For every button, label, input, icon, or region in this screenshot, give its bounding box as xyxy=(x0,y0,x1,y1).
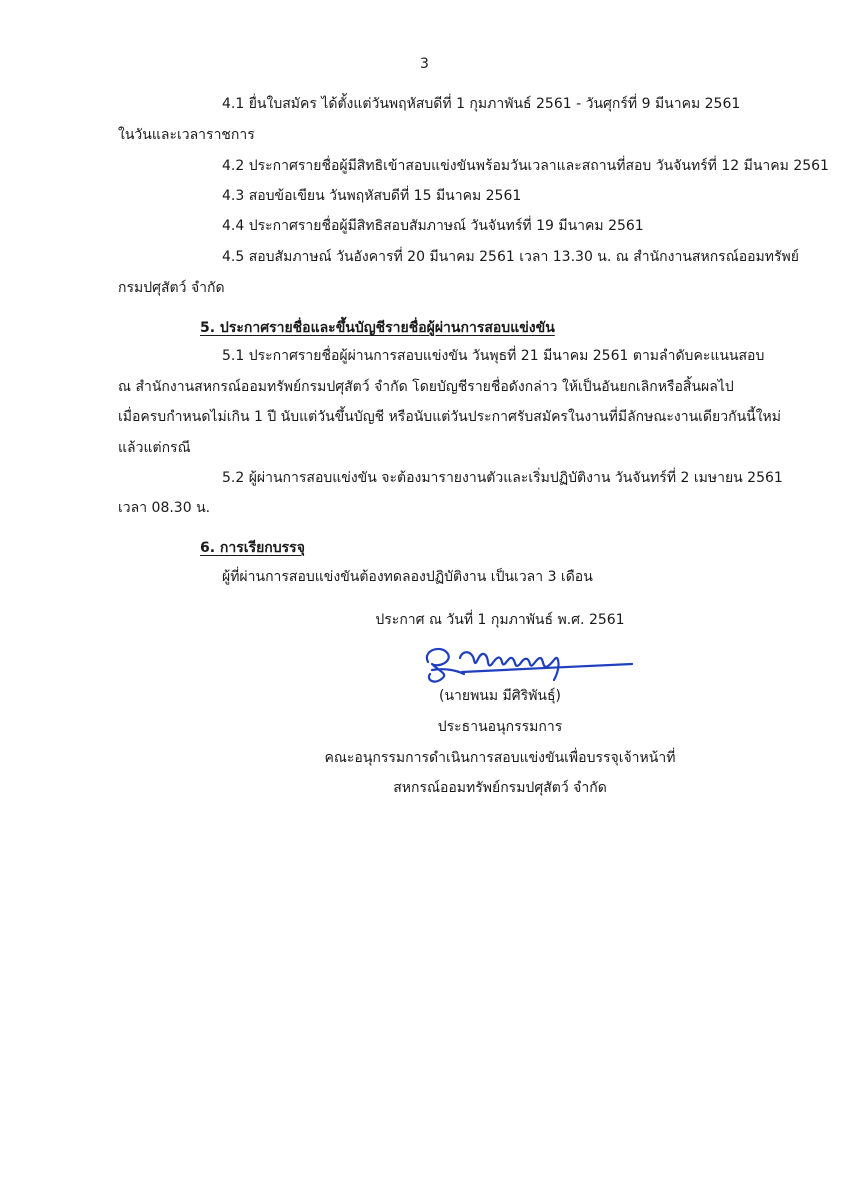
item-4-1-cont: ในวันและเวลาราชการ xyxy=(118,127,255,143)
signer-position: ประธานอนุกรรมการ xyxy=(437,719,563,735)
item-4-2: 4.2 ประกาศรายชื่อผู้มีสิทธิเข้าสอบแข่งขันพร้อมวันเวลาและสถานที่สอบ วันจันทร์ที่ 12 มีนาคม 2561 xyxy=(222,158,829,174)
section-6-text: ผู้ที่ผ่านการสอบแข่งขันต้องทดลองปฏิบัติงาน เป็นเวลา 3 เดือน xyxy=(222,569,593,585)
signer-name: (นายพนม มีศิริพันธุ์) xyxy=(438,688,561,704)
page-number: 3 xyxy=(420,56,429,72)
item-5-1-cont-1: ณ สำนักงานสหกรณ์ออมทรัพย์กรมปศุสัตว์ จำกัด โดยบัญชีรายชื่อดังกล่าว ให้เป็นอันยกเลิกหรือสิ้นผลไป xyxy=(118,379,734,395)
announce-date: ประกาศ ณ วันที่ 1 กุมภาพันธ์ พ.ศ. 2561 xyxy=(375,612,625,628)
section-6-heading: 6. การเรียกบรรจุ xyxy=(200,540,305,556)
committee-name: คณะอนุกรรมการดำเนินการสอบแข่งขันเพื่อบรรจุเจ้าหน้าที่ xyxy=(324,750,676,766)
section-5-heading: 5. ประกาศรายชื่อและขึ้นบัญชีรายชื่อผู้ผ่านการสอบแข่งขัน xyxy=(200,320,555,336)
item-5-2: 5.2 ผู้ผ่านการสอบแข่งขัน จะต้องมารายงานตัวและเริ่มปฏิบัติงาน วันจันทร์ที่ 2 เมษายน 2561 xyxy=(222,470,783,486)
item-4-3: 4.3 สอบข้อเขียน วันพฤหัสบดีที่ 15 มีนาคม 2561 xyxy=(222,188,522,204)
item-4-1: 4.1 ยื่นใบสมัคร ได้ตั้งแต่วันพฤหัสบดีที่ 1 กุมภาพันธ์ 2561 - วันศุกร์ที่ 9 มีนาคม 2561 xyxy=(222,96,741,112)
item-4-5: 4.5 สอบสัมภาษณ์ วันอังคารที่ 20 มีนาคม 2561 เวลา 13.30 น. ณ สำนักงานสหกรณ์ออมทรัพย์ xyxy=(222,249,799,265)
item-4-5-cont: กรมปศุสัตว์ จำกัด xyxy=(118,280,225,296)
item-5-1-cont-3: แล้วแต่กรณี xyxy=(118,440,191,456)
item-5-2-cont: เวลา 08.30 น. xyxy=(118,500,211,516)
item-4-4: 4.4 ประกาศรายชื่อผู้มีสิทธิสอบสัมภาษณ์ วันจันทร์ที่ 19 มีนาคม 2561 xyxy=(222,218,644,234)
organization-name: สหกรณ์ออมทรัพย์กรมปศุสัตว์ จำกัด xyxy=(393,780,607,796)
signature-image xyxy=(420,640,635,686)
item-5-1: 5.1 ประกาศรายชื่อผู้ผ่านการสอบแข่งขัน วันพุธที่ 21 มีนาคม 2561 ตามลำดับคะแนนสอบ xyxy=(222,348,765,364)
item-5-1-cont-2: เมื่อครบกำหนดไม่เกิน 1 ปี นับแต่วันขึ้นบัญชี หรือนับแต่วันประกาศรับสมัครในงานที่มีลักษณะงานเดียวกันนี้ใหม่ xyxy=(118,409,781,425)
